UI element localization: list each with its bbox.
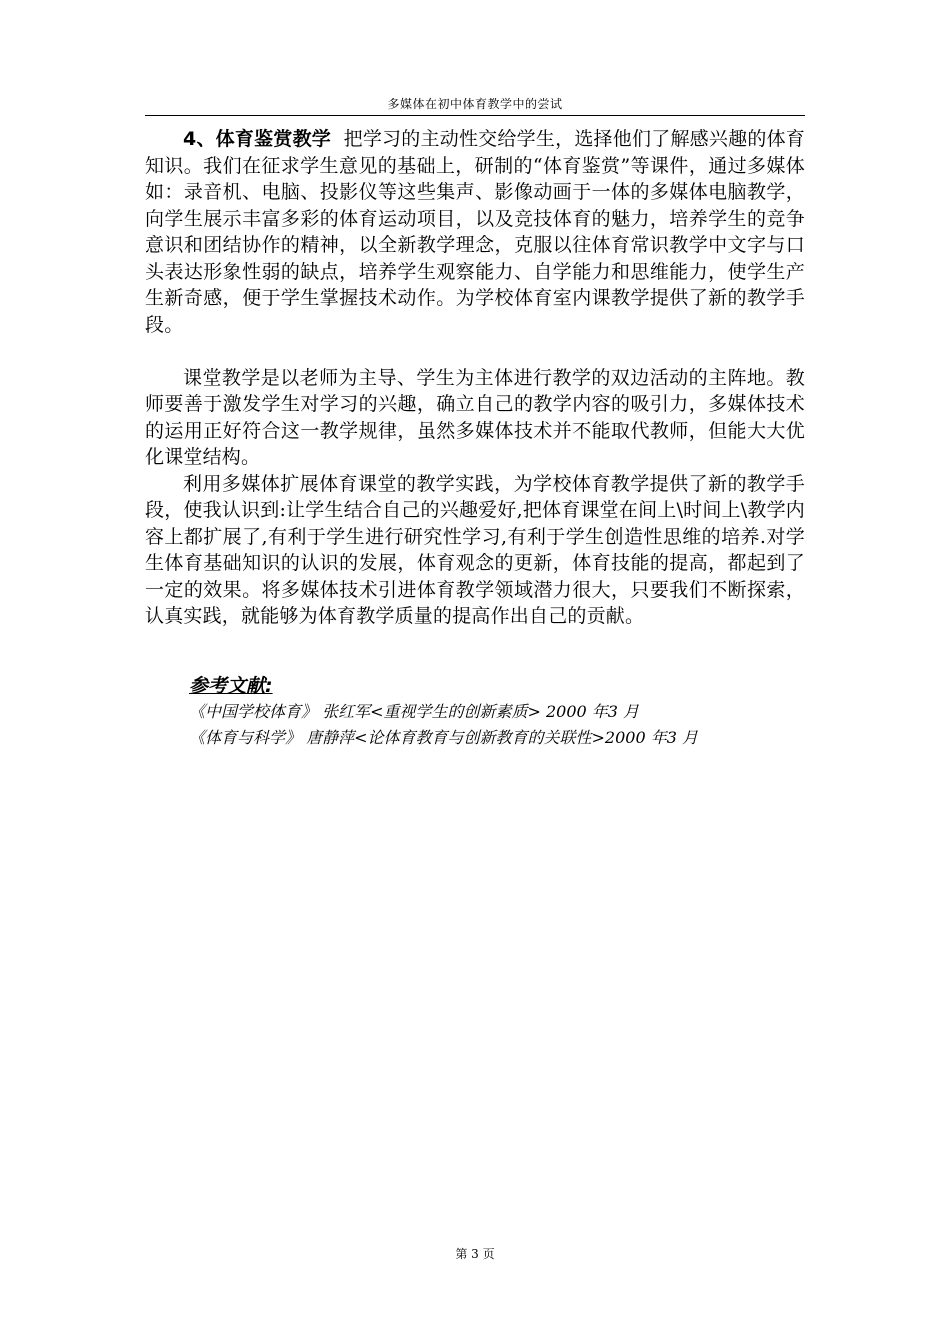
paragraph-2: 课堂教学是以老师为主导、学生为主体进行教学的双边活动的主阵地。教师要善于激发学生对学习的兴趣，确立自己的教学内容的吸引力，多媒体技术的运用正好符合这一教学规律，虽然多媒体技术并不能取代教师，但能大大优化课堂结构。 bbox=[145, 366, 805, 468]
reference-item-2: 《体育与科学》 唐静萍<论体育教育与创新教育的关联性>2000 年3 月 bbox=[189, 728, 698, 747]
page-number: 第 3 页 bbox=[455, 1247, 495, 1261]
section-4-paragraph bbox=[145, 126, 805, 338]
page-header: 多媒体在初中体育教学中的尝试 bbox=[387, 97, 563, 111]
paragraph-spacer bbox=[145, 338, 805, 365]
paragraph-3: 利用多媒体扩展体育课堂的教学实践，为学校体育教学提供了新的教学手段，使我认识到:让学生结合自己的兴趣爱好,把体育课堂在间上\时间上\教学内容上都扩展了,有利于学生进行研究性学习,有利于学生创造性思维的培养.对学生体育基础知识的认识的发展，体育观念的更新，体育技能的提高，都起到了一定的效果。将多媒体技术引进体育教学领域潜力很大，只要我们不断探索，认真实践，就能够为体育教学质量的提高作出自己的贡献。 bbox=[145, 472, 805, 627]
section-4-heading: 4、体育鉴赏教学 bbox=[183, 128, 332, 150]
references-title: 参考文献: bbox=[189, 675, 273, 697]
body-text bbox=[145, 126, 805, 630]
header-divider bbox=[145, 115, 805, 116]
section-4-text: 把学习的主动性交给学生，选择他们了解感兴趣的体育知识。我们在征求学生意见的基础上，研制的“体育鉴赏”等课件，通过多媒体如：录音机、电脑、投影仪等这些集声、影像动画于一体的多媒体电脑教学，向学生展示丰富多彩的体育运动项目，以及竞技体育的魅力，培养学生的竞争意识和团结协作的精神，以全新教学理念，克服以往体育常识教学中文字与口头表达形象性弱的缺点，培养学生观察能力、自学能力和思维能力，使学生产生新奇感，便于学生掌握技术动作。为学校体育室内课教学提供了新的教学手段。 bbox=[145, 128, 806, 336]
references-section bbox=[145, 673, 805, 751]
reference-item-1: 《中国学校体育》 张红军<重视学生的创新素质> 2000 年3 月 bbox=[189, 702, 640, 721]
